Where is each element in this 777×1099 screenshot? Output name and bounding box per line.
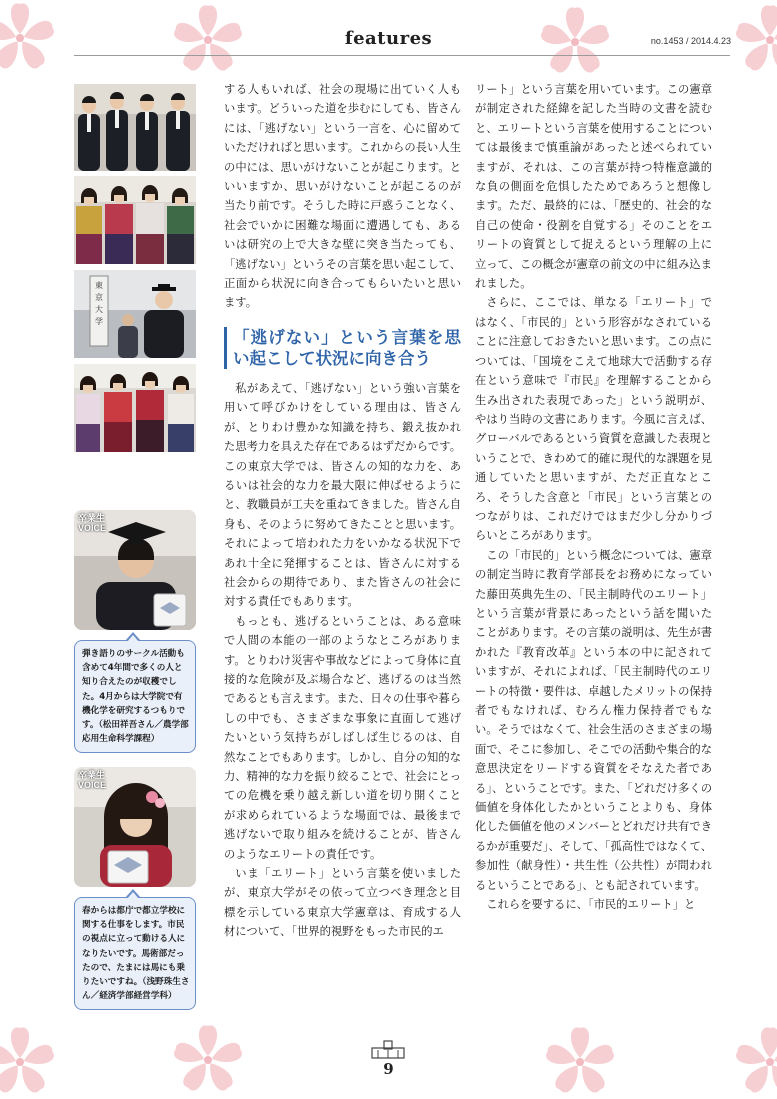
article-column-1 <box>224 80 461 942</box>
paragraph: さらに、ここでは、単なる「エリート」ではなく、「市民的」という形容がなされていることに注意しておきたいと思います。この点については、「国境をこえて地球大で活動する存在という意味で『市民』を理解することから生み出された表現であった」という説明が、やはり当時の文書にあります。今風に言えば、グローバルであるという資質を意識した表現ということで、きわめて的確に現代的な課題を見通していたと思いますが、ただ正直なところ、そうした含意と「市民」という言葉とのつながりは、これだけではまだ少し分かりづらいところがあります。 <box>475 296 713 543</box>
graduate-portrait-2 <box>74 767 196 887</box>
section-title: features <box>344 28 433 49</box>
issue-info: no.1453 / 2014.4.23 <box>650 36 731 46</box>
voice-tag-1: 卒業生 VOICE <box>78 513 107 533</box>
svg-text:大: 大 <box>95 305 103 314</box>
header-divider <box>74 55 730 56</box>
voice-tag-2: 卒業生 VOICE <box>78 770 107 790</box>
paragraph: する人もいれば、社会の現場に出ていく人もいます。どういった道を歩むにしても、皆さんには、「逃げない」という一言を、心に留めていただければと思います。これからの長い人生の中には、思いがけないことが起こります。といいますか、思いがけないことが起こるのが当たり前です。そうした時に戸惑うことなく、社会でいかに困難な場面に遭遇しても、あるいは研究の上で大きな壁に突き当たっても、「逃げない」というその言葉を思い起こして、正面から状況に向き合ってもらいたいと思います。 <box>224 83 462 310</box>
graduate-voice-1 <box>74 510 196 753</box>
paragraph: いま「エリート」という言葉を使いましたが、東京大学がその依って立つべき理念と目標を示している東京大学憲章は、育成する人材について、「世界的視野をもった市民的エ <box>224 867 461 939</box>
paragraph: この「市民的」という概念については、憲章の制定当時に教育学部長をお務めになっていた藤田英典先生の、「民主制時代のエリート」という言葉が背景にあったという話を聞いたことがあります。その言葉の説明は、先生が書かれた『教育改革』という本の中に記されていますが、それによれば、「民主制時代のエリートの特徴・要件は、卓越したメリットの保持者でもなければ、むろん権力保持者でもない。そうではなくて、社会生活のさまざまの場面で、そこに参加し、そこでの活動や集合的な意思決定をリードする資質をそなえた者である」、ということです。また、「どれだけ多くの価値を身体化したかということよりも、身体化した価値を他のメンバーとどれだけ共有できるかが重要だ」、そして、「孤高性ではなくて、参加性（献身性）・共生性（公共性）が問われるということである」、とも記されています。 <box>475 548 713 892</box>
paragraph: リート」という言葉を用いています。この憲章が制定された経緯を記した当時の文書を読むと、エリートという言葉を使用することについては最後まで慎重論があったと述べられていますが、それは、この言葉が持つ特権意識的な負の側面を危惧したためであろうと想像します。ただ、最終的には、「歴史的、社会的な自己の使命・役割を自覚する」そのことをエリートの資質として捉えるという理解の上に立って、この概念が憲章の前文の中に組み込まれました。 <box>475 83 713 291</box>
graduate-voice-2 <box>74 767 196 1010</box>
page-number: 9 <box>383 1060 394 1078</box>
voice-comment-2: 春からは都庁で都立学校に関する仕事をします。市民の視点に立って動ける人になりたいです。馬術部だったので、たまには馬にも乗りたいですね。（浅野珠生さん／経済学部経営学科） <box>74 897 196 1010</box>
paragraph: もっとも、逃げるということは、ある意味で人間の本能の一部のようなところがあります。とりわけ災害や事故などによって身体に直接的な危険が及ぶ場合など、逃げるのは当然であるとも言えます。また、日々の仕事や暮らしの中でも、さまざまな事象に直面して逃げたいという気持ちがしばしば生じるのは、自然なことでもあります。しかし、自分の知的な力、精神的な力を振り絞ることで、社会にとっての危機を乗り越え新しい道を切り開くことが求められているような場面では、最後まで逃げないで取り組みを続けることが、皆さんのようなエリートの責任です。 <box>224 614 461 861</box>
graduate-portrait-1 <box>74 510 196 630</box>
voice-comment-1: 弾き語りのサークル活動も含めて4年間で多くの人と知り合えたのが収穫でした。4月からは大学院で有機化学を研究するつもりです。（松田祥吾さん／農学部応用生命科学課程） <box>74 640 196 753</box>
paragraph: これらを要するに、「市民的エリート」と <box>486 898 696 912</box>
photo-gate-sign <box>74 270 196 358</box>
svg-text:学: 学 <box>95 317 103 326</box>
svg-text:東: 東 <box>95 281 103 290</box>
paragraph: 私があえて、「逃げない」という強い言葉を用いて呼びかけをしている理由は、皆さんが、とりわけ豊かな知識を持ち、鍛え抜かれた思考力を具えた存在であるはずだからです。この東京大学では、皆さんの知的な力を、あるいは社会的な力を最大限に伸ばせるようにと、教職員が工夫を重ねてきました。皆さん自身も、そのように努めてきたことと思います。それによって培われた力をいかなる状況下であれ十全に発揮することは、皆さんに対する社会からの期待であり、また皆さんの社会に対する責任でもあります。 <box>224 381 461 609</box>
article-column-2 <box>475 80 712 914</box>
section-heading: 「逃げない」という言葉を思い起こして状況に向き合う <box>224 327 461 369</box>
university-logo-icon <box>370 1038 406 1060</box>
photo-graduates-hakama <box>74 176 196 264</box>
photo-graduates-kimono <box>74 364 196 452</box>
photo-graduates-suits <box>74 84 196 171</box>
svg-text:京: 京 <box>95 293 103 302</box>
